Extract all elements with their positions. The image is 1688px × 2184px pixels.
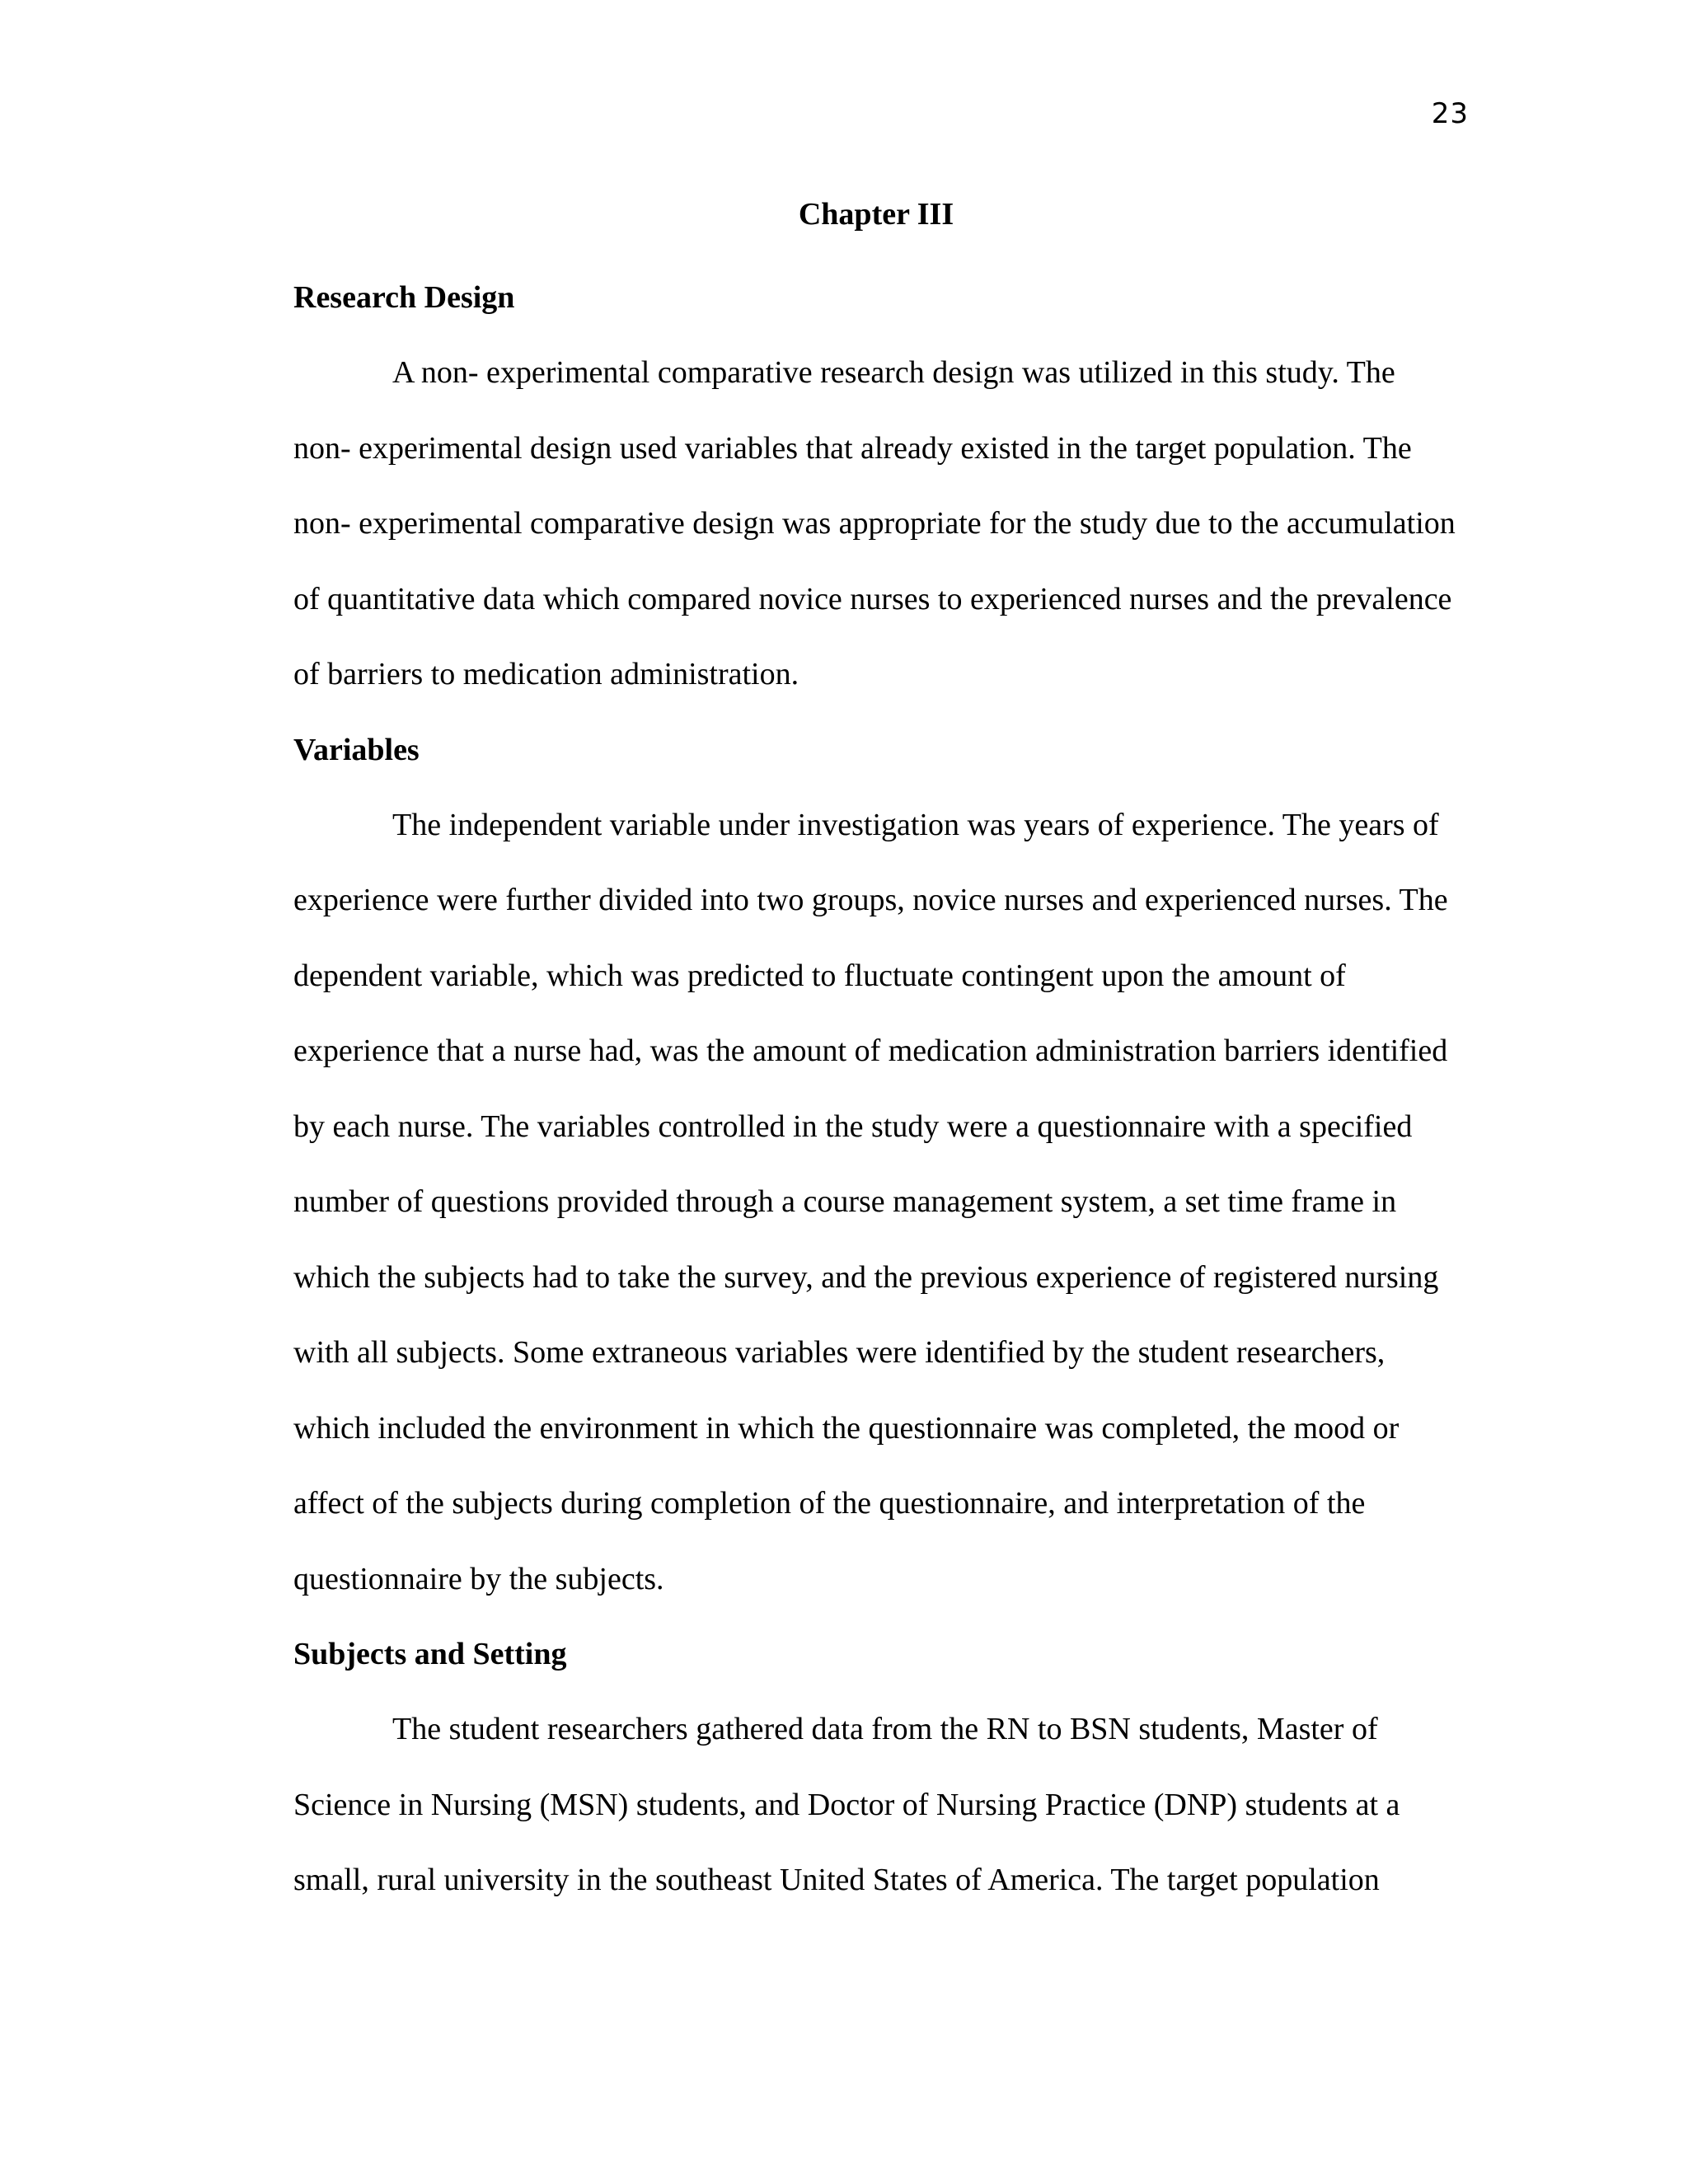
section-paragraph: The student researchers gathered data from the RN to BSN students, Master of Science in Nursing (MSN) students, and Doctor of Nursing Practice (DNP) students at a small, rural university in the southeast United States of America. The target population	[293, 1712, 1400, 1897]
section-heading: Variables	[293, 732, 420, 767]
section-subjects-and-setting	[293, 1617, 1459, 1919]
section-paragraph: A non- experimental comparative research design was utilized in this study. The non- experimental design used variables that already existed in the target population. The non- experimental comparative design was appropriate for the study due to the accumulation of quantitative data which compared novice nurses to experienced nurses and the prevalence of barriers to medication administration.	[293, 355, 1456, 691]
section-variables	[293, 713, 1459, 1618]
page-number: 23	[1431, 97, 1469, 130]
section-paragraph: The independent variable under investigation was years of experience. The years of experience were further divided into two groups, novice nurses and experienced nurses. The dependent variable, which was predicted to fluctuate contingent upon the amount of experience that a nurse had, was the amount of medication administration barriers identified by each nurse. The variables controlled in the study were a questionnaire with a specified number of questions provided through a course management system, a set time frame in which the subjects had to take the survey, and the previous experience of registered nursing with all subjects. Some extraneous variables were identified by the student researchers, which included the environment in which the questionnaire was completed, the mood or affect of the subjects during completion of the questionnaire, and interpretation of the questionnaire by the subjects.	[293, 807, 1448, 1596]
section-heading: Subjects and Setting	[293, 1637, 567, 1671]
document-body	[293, 185, 1459, 1919]
section-research-design	[293, 260, 1459, 713]
chapter-title: Chapter III	[798, 197, 954, 232]
section-heading: Research Design	[293, 280, 515, 315]
